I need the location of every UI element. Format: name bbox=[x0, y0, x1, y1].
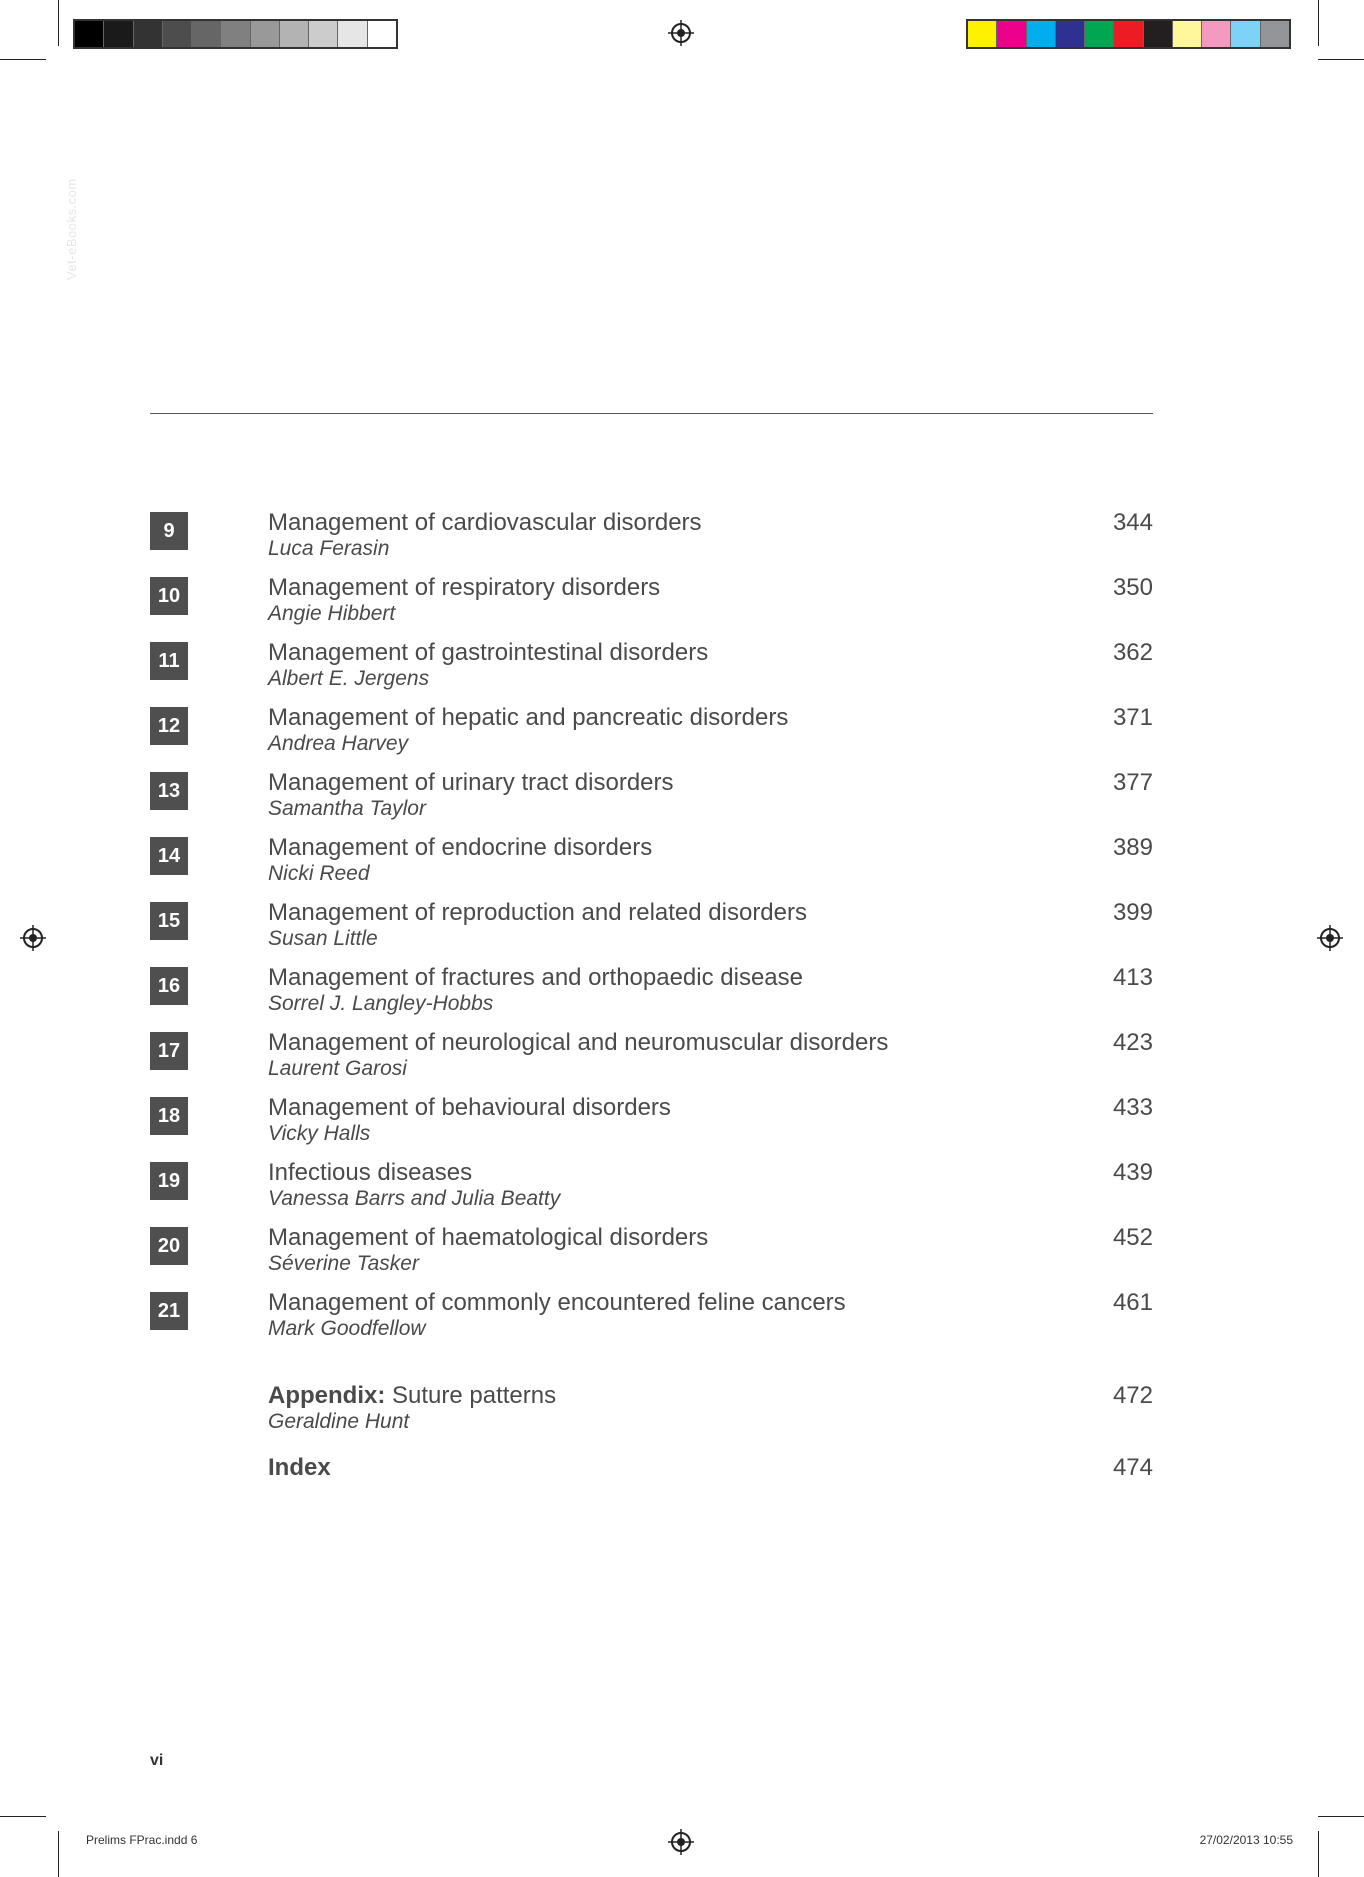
chapter-number-badge: 20 bbox=[150, 1227, 188, 1265]
toc-entry[interactable] bbox=[150, 509, 1153, 572]
toc-entry[interactable] bbox=[150, 1029, 1153, 1092]
color-swatch bbox=[75, 21, 104, 47]
index-page-number: 474 bbox=[1112, 1454, 1153, 1481]
color-swatch bbox=[1202, 21, 1231, 47]
crosshair-circle-icon bbox=[668, 20, 694, 46]
chapter-author: Andrea Harvey bbox=[268, 732, 409, 755]
slug-datetime: 27/02/2013 10:55 bbox=[1199, 1833, 1293, 1847]
chapter-title: Management of neurological and neuromuscular disorders bbox=[268, 1029, 889, 1056]
chapter-page-number: 371 bbox=[1112, 704, 1153, 731]
toc-entry[interactable] bbox=[150, 1289, 1153, 1352]
chapter-number-badge: 11 bbox=[150, 642, 188, 680]
chapter-title: Infectious diseases bbox=[268, 1159, 473, 1186]
crop-mark bbox=[0, 1816, 46, 1817]
color-swatch bbox=[280, 21, 309, 47]
chapter-page-number: 389 bbox=[1112, 834, 1153, 861]
chapter-page-number: 399 bbox=[1112, 899, 1153, 926]
index-label: Index bbox=[268, 1454, 331, 1481]
color-swatch bbox=[1173, 21, 1202, 47]
chapter-page-number: 439 bbox=[1112, 1159, 1153, 1186]
crop-mark bbox=[1318, 1816, 1364, 1817]
chapter-number-badge: 19 bbox=[150, 1162, 188, 1200]
chapter-title: Management of hepatic and pancreatic disorders bbox=[268, 704, 789, 731]
chapter-author: Vicky Halls bbox=[268, 1122, 371, 1145]
chapter-title: Management of commonly encountered feline cancers bbox=[268, 1289, 846, 1316]
color-swatch bbox=[997, 21, 1026, 47]
watermark: Vet-eBooks.com bbox=[64, 178, 79, 280]
chapter-author: Mark Goodfellow bbox=[268, 1317, 426, 1340]
chapter-page-number: 413 bbox=[1112, 964, 1153, 991]
chapter-author: Susan Little bbox=[268, 927, 378, 950]
chapter-title: Management of respiratory disorders bbox=[268, 574, 661, 601]
crop-mark bbox=[1318, 1831, 1319, 1877]
page-folio: vi bbox=[150, 1752, 164, 1769]
color-swatch bbox=[1056, 21, 1085, 47]
chapter-number-badge: 16 bbox=[150, 967, 188, 1005]
chapter-page-number: 423 bbox=[1112, 1029, 1153, 1056]
appendix-title-text: Suture patterns bbox=[392, 1382, 557, 1409]
chapter-title: Management of fractures and orthopaedic disease bbox=[268, 964, 803, 991]
toc-index-row[interactable] bbox=[150, 1454, 1153, 1517]
chapter-page-number: 461 bbox=[1112, 1289, 1153, 1316]
toc-entry[interactable] bbox=[150, 1159, 1153, 1222]
chapter-page-number: 377 bbox=[1112, 769, 1153, 796]
chapter-title: Management of reproduction and related disorders bbox=[268, 899, 807, 926]
chapter-title: Management of behavioural disorders bbox=[268, 1094, 671, 1121]
chapter-page-number: 350 bbox=[1112, 574, 1153, 601]
crosshair-circle-icon bbox=[1317, 925, 1343, 951]
crosshair-circle-icon bbox=[668, 1829, 694, 1855]
grayscale-color-bar bbox=[73, 19, 398, 49]
chapter-page-number: 344 bbox=[1112, 509, 1153, 536]
chapter-author: Séverine Tasker bbox=[268, 1252, 419, 1275]
chapter-number-badge: 18 bbox=[150, 1097, 188, 1135]
chapter-author: Vanessa Barrs and Julia Beatty bbox=[268, 1187, 561, 1210]
color-swatch bbox=[251, 21, 280, 47]
crop-mark bbox=[0, 59, 46, 60]
chapter-page-number: 433 bbox=[1112, 1094, 1153, 1121]
chapter-number-badge: 12 bbox=[150, 707, 188, 745]
crop-mark bbox=[58, 0, 59, 46]
color-swatch bbox=[192, 21, 221, 47]
color-swatch bbox=[1027, 21, 1056, 47]
chapter-number-badge: 13 bbox=[150, 772, 188, 810]
chapter-number-badge: 17 bbox=[150, 1032, 188, 1070]
chapter-page-number: 362 bbox=[1112, 639, 1153, 666]
color-swatch bbox=[338, 21, 367, 47]
chapter-title: Management of endocrine disorders bbox=[268, 834, 653, 861]
toc-entry[interactable] bbox=[150, 704, 1153, 767]
chapter-author: Nicki Reed bbox=[268, 862, 370, 885]
chapter-number-badge: 21 bbox=[150, 1292, 188, 1330]
crop-mark bbox=[1318, 0, 1319, 46]
color-swatch bbox=[1085, 21, 1114, 47]
color-swatch bbox=[104, 21, 133, 47]
chapter-page-number: 452 bbox=[1112, 1224, 1153, 1251]
toc-entry[interactable] bbox=[150, 1224, 1153, 1287]
chapter-author: Angie Hibbert bbox=[268, 602, 396, 625]
toc-entry[interactable] bbox=[150, 964, 1153, 1027]
toc-entry[interactable] bbox=[150, 574, 1153, 637]
header-rule bbox=[150, 413, 1153, 414]
crop-mark bbox=[58, 1831, 59, 1877]
chapter-author: Luca Ferasin bbox=[268, 537, 390, 560]
toc-entry[interactable] bbox=[150, 834, 1153, 897]
process-color-bar bbox=[966, 19, 1291, 49]
chapter-title: Management of cardiovascular disorders bbox=[268, 509, 702, 536]
toc-entry[interactable] bbox=[150, 1094, 1153, 1157]
chapter-title: Management of urinary tract disorders bbox=[268, 769, 674, 796]
color-swatch bbox=[134, 21, 163, 47]
color-swatch bbox=[221, 21, 250, 47]
color-swatch bbox=[309, 21, 338, 47]
chapter-author: Laurent Garosi bbox=[268, 1057, 407, 1080]
toc-appendix-row[interactable] bbox=[150, 1382, 1153, 1445]
chapter-number-badge: 9 bbox=[150, 512, 188, 550]
toc-entry[interactable] bbox=[150, 639, 1153, 702]
chapter-number-badge: 14 bbox=[150, 837, 188, 875]
appendix-author: Geraldine Hunt bbox=[268, 1410, 410, 1433]
crop-mark bbox=[1318, 59, 1364, 60]
chapter-number-badge: 15 bbox=[150, 902, 188, 940]
chapter-author: Samantha Taylor bbox=[268, 797, 426, 820]
color-swatch bbox=[1261, 21, 1289, 47]
crosshair-circle-icon bbox=[20, 925, 46, 951]
color-swatch bbox=[163, 21, 192, 47]
color-swatch bbox=[1231, 21, 1260, 47]
appendix-title bbox=[268, 1382, 556, 1410]
color-swatch bbox=[368, 21, 396, 47]
chapter-author: Sorrel J. Langley-Hobbs bbox=[268, 992, 494, 1015]
chapter-title: Management of gastrointestinal disorders bbox=[268, 639, 709, 666]
color-swatch bbox=[1144, 21, 1173, 47]
color-swatch bbox=[1114, 21, 1143, 47]
appendix-page-number: 472 bbox=[1112, 1382, 1153, 1409]
toc-entry[interactable] bbox=[150, 769, 1153, 832]
toc-entry[interactable] bbox=[150, 899, 1153, 962]
chapter-title: Management of haematological disorders bbox=[268, 1224, 709, 1251]
slug-file: Prelims FPrac.indd 6 bbox=[86, 1833, 198, 1847]
chapter-author: Albert E. Jergens bbox=[268, 667, 430, 690]
color-swatch bbox=[968, 21, 997, 47]
appendix-label: Appendix: bbox=[268, 1382, 386, 1409]
chapter-number-badge: 10 bbox=[150, 577, 188, 615]
